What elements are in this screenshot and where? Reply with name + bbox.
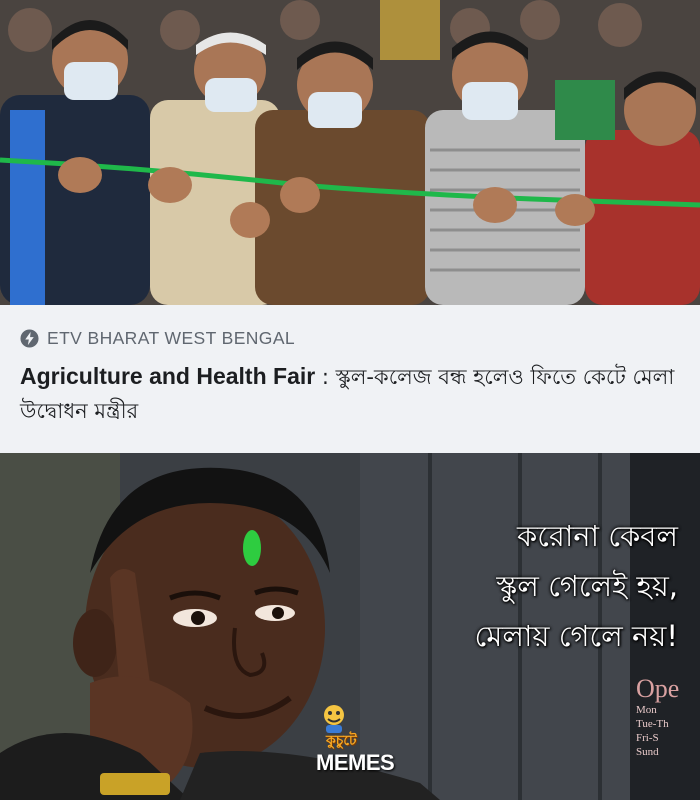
headline[interactable] bbox=[20, 359, 680, 428]
logo-word: MEMES bbox=[316, 750, 395, 775]
sign-line: Fri-S bbox=[636, 732, 659, 744]
caption-line-1: করোনা কেবল bbox=[516, 519, 678, 553]
sign-open: Ope bbox=[636, 674, 680, 703]
bolt-icon bbox=[20, 329, 39, 348]
meme-panel bbox=[0, 453, 700, 800]
news-link-card[interactable] bbox=[0, 305, 700, 453]
memes-logo bbox=[308, 703, 408, 783]
headline-rest: : স্কুল-কলেজ বন্ধ হলেও ফিতে কেটে মেলা উদ্বোধন মন্ত্রীর bbox=[20, 365, 675, 423]
source-row bbox=[20, 327, 700, 349]
news-photo bbox=[0, 0, 700, 305]
ribbon-cutting-illustration bbox=[0, 0, 700, 305]
caption-line-3: মেলায় গেলে নয়! bbox=[474, 619, 678, 653]
meme-caption bbox=[378, 511, 678, 661]
sign-line: Sund bbox=[636, 746, 659, 758]
logo-script: কুচুটে bbox=[326, 733, 357, 749]
caption-line-2: স্কুল গেলেই হয়, bbox=[496, 569, 678, 603]
sign-line: Mon bbox=[636, 704, 657, 716]
headline-lead: Agriculture and Health Fair bbox=[20, 363, 316, 389]
sign-line: Tue-Th bbox=[636, 718, 669, 730]
open-hours-sign bbox=[636, 675, 700, 800]
source-name: ETV BHARAT WEST BENGAL bbox=[47, 327, 296, 348]
